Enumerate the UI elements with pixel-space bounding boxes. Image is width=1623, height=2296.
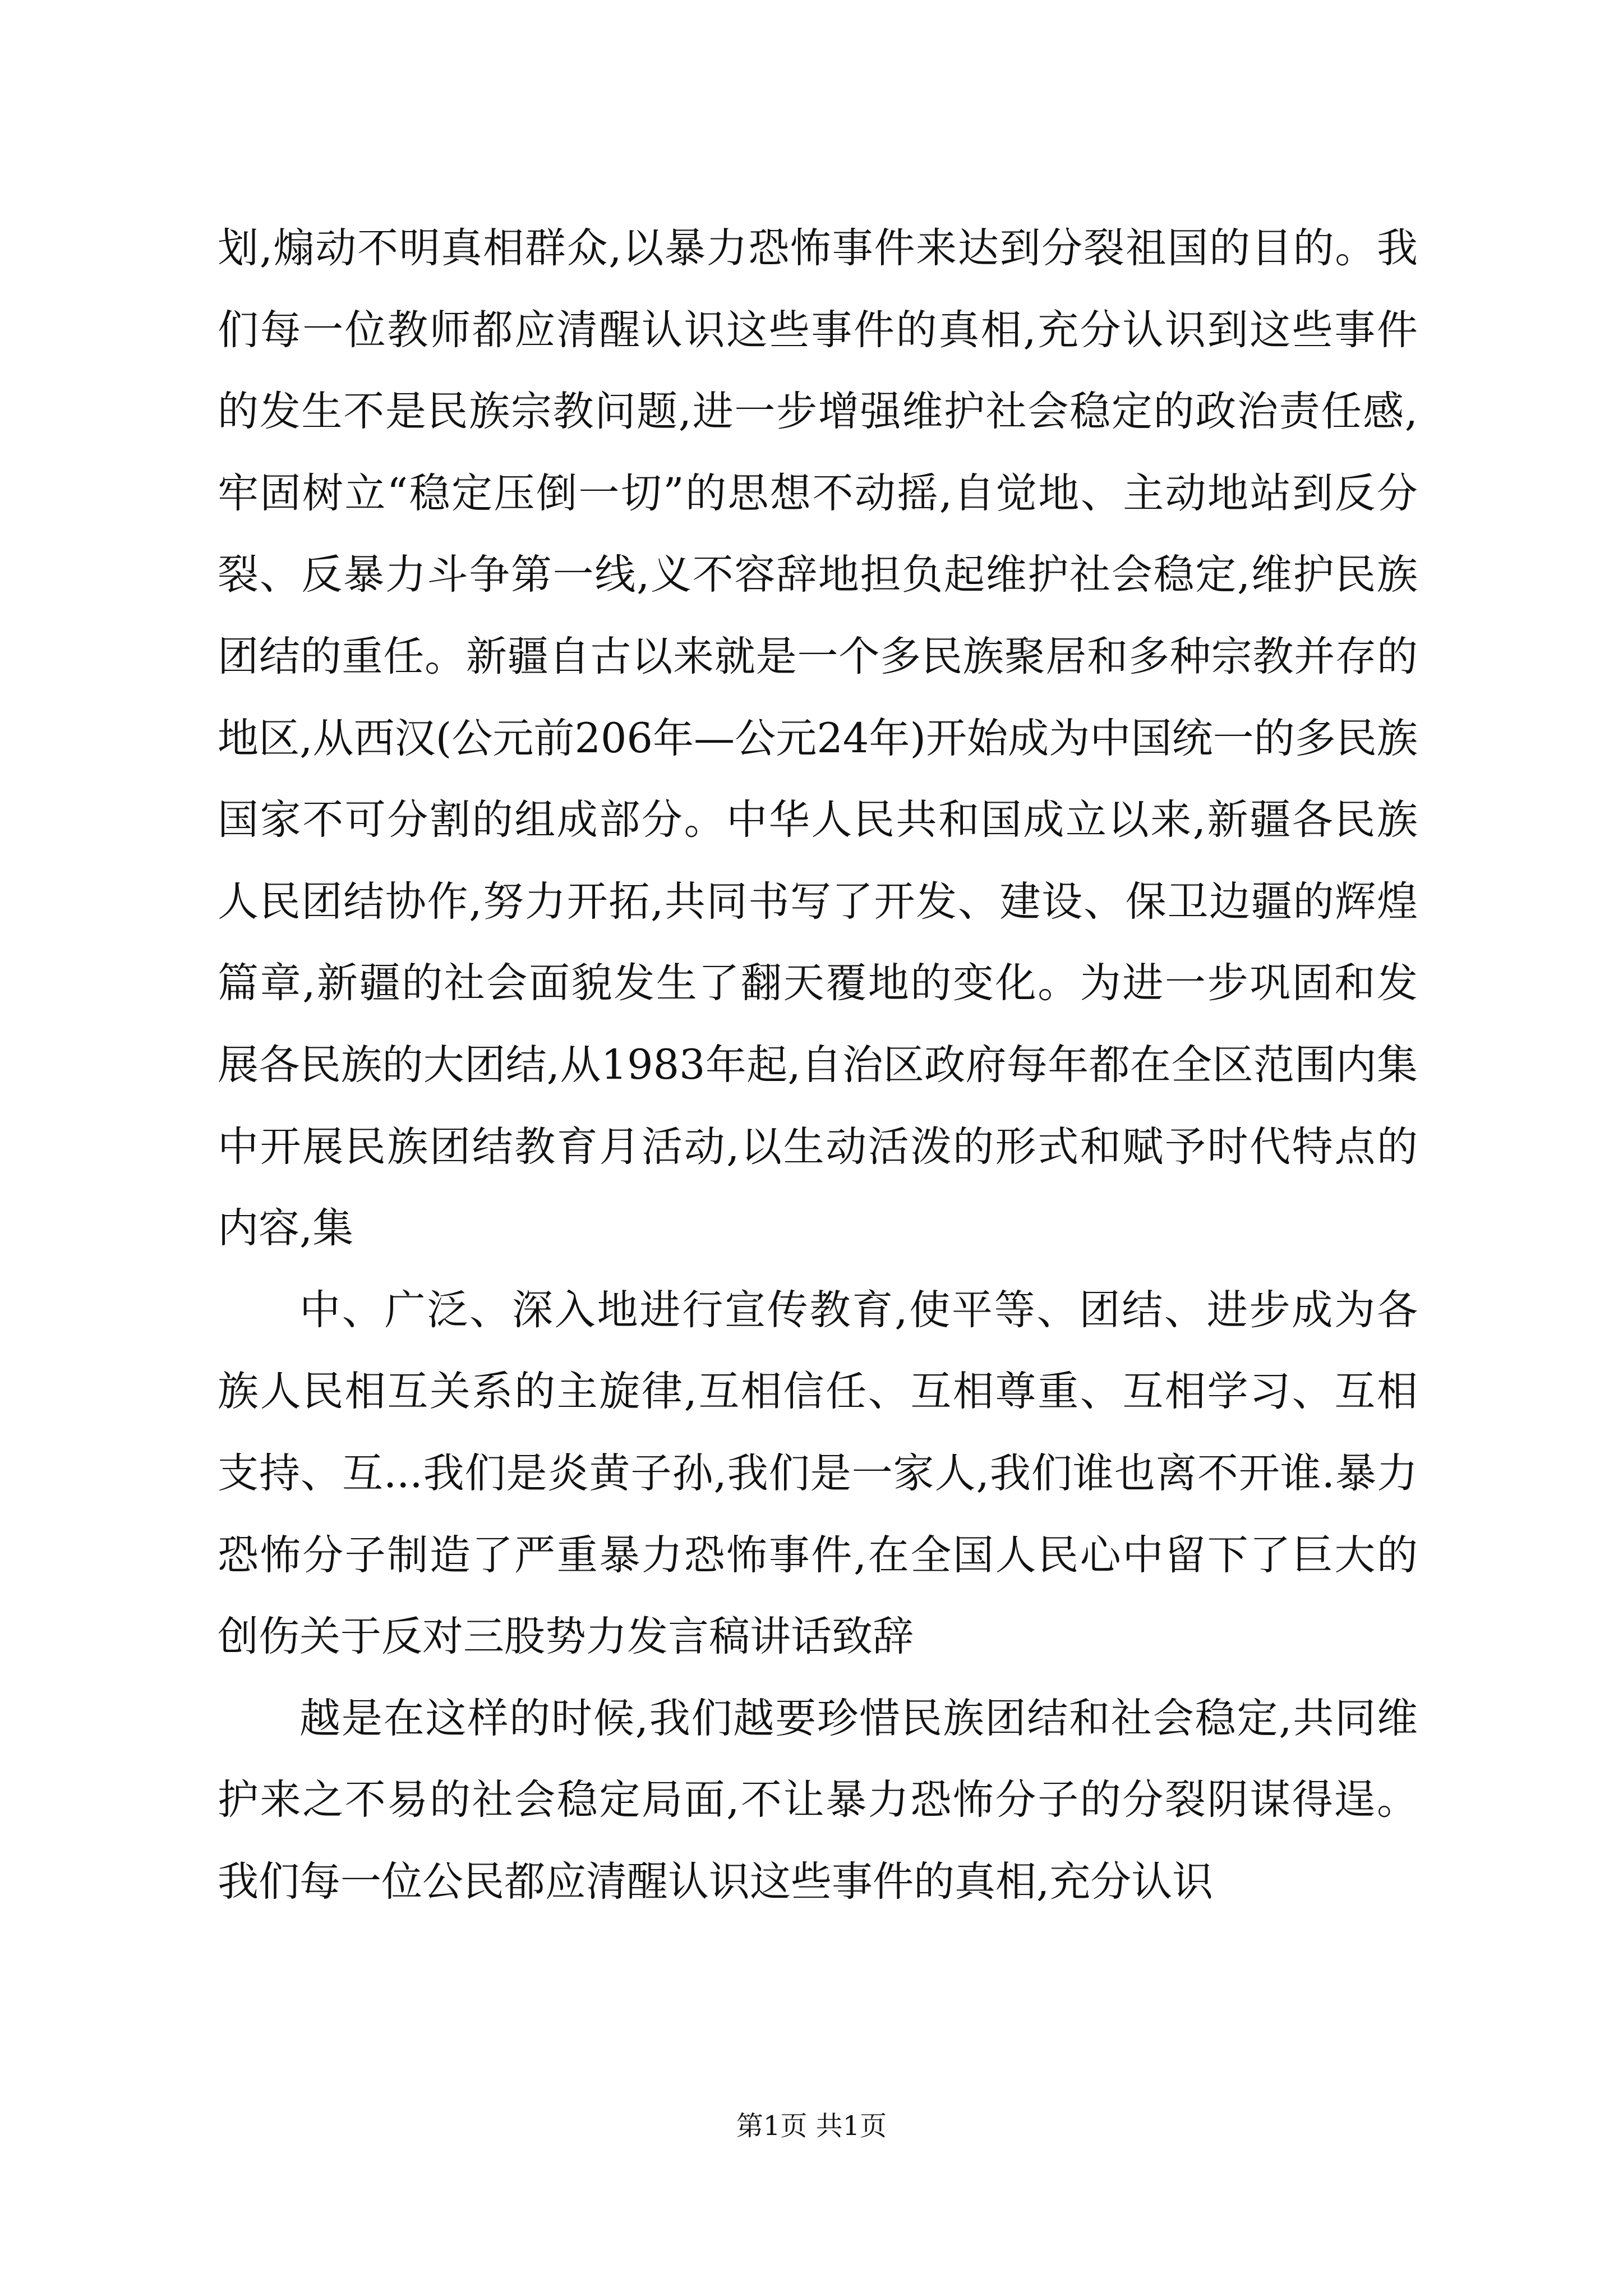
- document-body: [218, 208, 1418, 1922]
- paragraph-2: 中、广泛、深入地进行宣传教育,使平等、团结、进步成为各族人民相互关系的主旋律,互相信任、互相尊重、互相学习、互相支持、互...我们是炎黄子孙,我们是一家人,我们谁也离不开谁.暴力恐怖分子制造了严重暴力恐怖事件,在全国人民心中留下了巨大的创伤关于反对三股势力发言稿讲话致辞: [218, 1286, 1418, 1661]
- paragraph-3: 越是在这样的时候,我们越要珍惜民族团结和社会稳定,共同维护来之不易的社会稳定局面,不让暴力恐怖分子的分裂阴谋得逞。我们每一位公民都应清醒认识这些事件的真相,充分认识: [218, 1694, 1418, 1906]
- paragraph-1: 划,煽动不明真相群众,以暴力恐怖事件来达到分裂祖国的目的。我们每一位教师都应清醒认识这些事件的真相,充分认识到这些事件的发生不是民族宗教问题,进一步增强维护社会稳定的政治责任感,牢固树立“稳定压倒一切”的思想不动摇,自觉地、主动地站到反分裂、反暴力斗争第一线,义不容辞地担负起维护社会稳定,维护民族团结的重任。新疆自古以来就是一个多民族聚居和多种宗教并存的地区,从西汉(公元前206年—公元24年)开始成为中国统一的多民族国家不可分割的组成部分。中华人民共和国成立以来,新疆各民族人民团结协作,努力开拓,共同书写了开发、建设、保卫边疆的辉煌篇章,新疆的社会面貌发生了翻天覆地的变化。为进一步巩固和发展各民族的大团结,从1983年起,自治区政府每年都在全区范围内集中开展民族团结教育月活动,以生动活泼的形式和赋予时代特点的内容,集: [218, 224, 1418, 1253]
- page-number-label: 第1页 共1页: [736, 2110, 887, 2142]
- page-footer: [0, 2109, 1623, 2143]
